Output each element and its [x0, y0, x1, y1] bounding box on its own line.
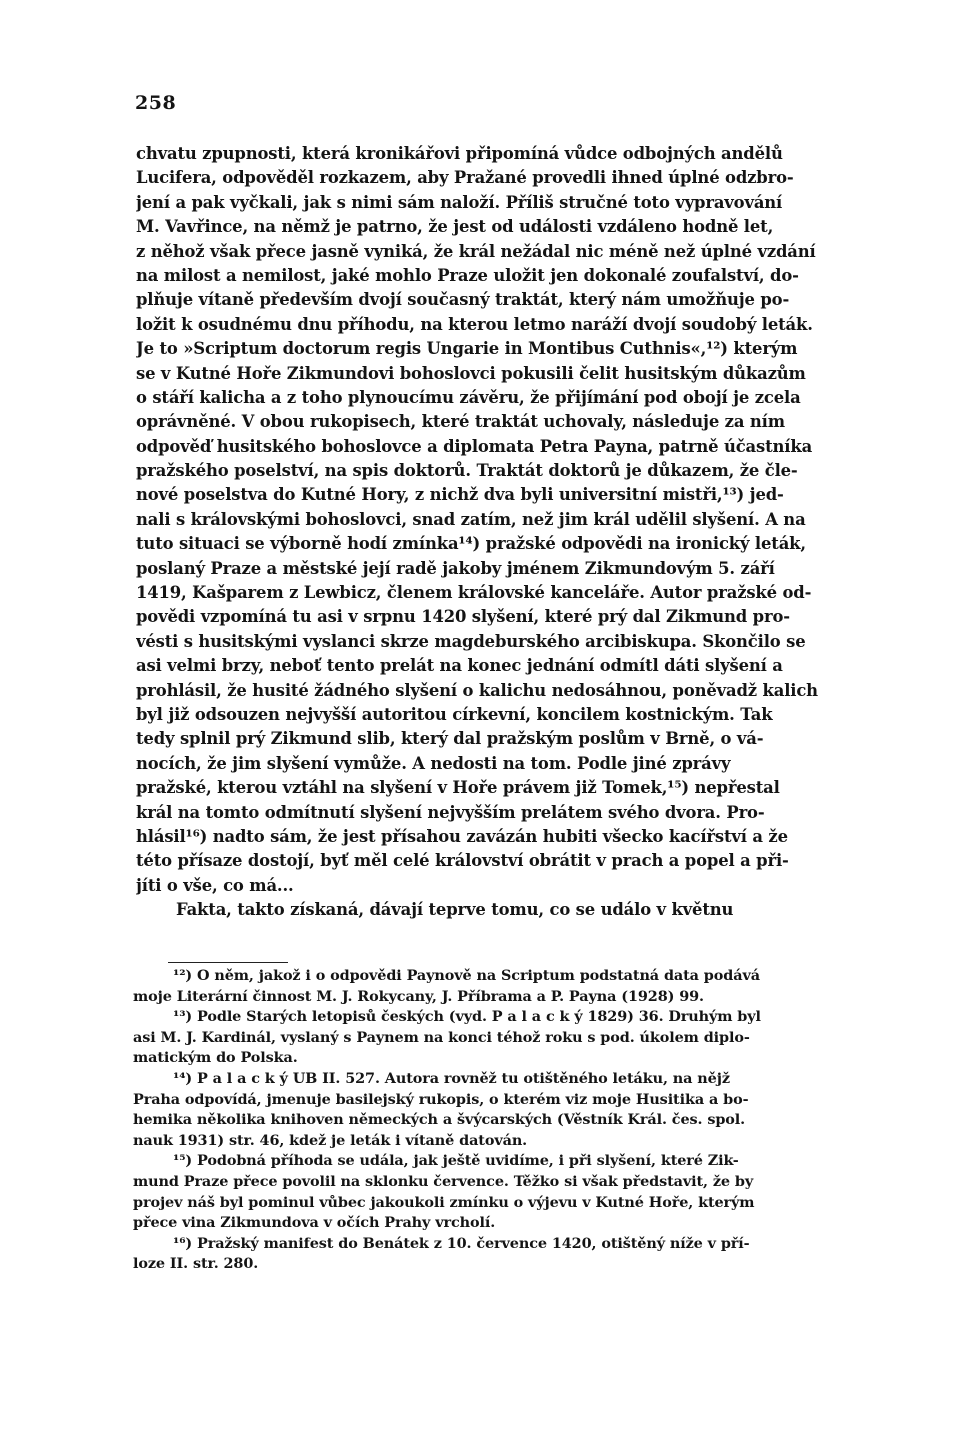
text-line: pražského poselství, na spis doktorů. Traktát doktorů je důkazem, že čle- [136, 461, 798, 481]
text-line: nali s královskými bohoslovci, snad zatím, než jim král udělil slyšení. A na [136, 509, 806, 529]
footnote-line: Praha odpovídá, jmenuje basilejský rukopis, o kterém viz moje Husitika a bo- [133, 1090, 749, 1108]
footnote-line: projev náš byl pominul vůbec jakoukoli zmínku o výjevu v Kutné Hoře, kterým [133, 1193, 755, 1211]
footnote-line: hemika několika knihoven německých a švýcarských (Věstník Král. čes. spol. [133, 1111, 746, 1129]
footnote-line: matickým do Polska. [133, 1049, 298, 1067]
footnote-16: ¹⁶) Pražský manifest do Benátek z 10. července 1420, otištěný níže v pří- [173, 1234, 750, 1252]
text-line: chvatu zpupnosti, která kronikářovi připomíná vůdce odbojných andělů [136, 144, 783, 163]
footnote-line: přece vina Zikmundova v očích Prahy vrcholí. [133, 1214, 496, 1232]
text-line: pražské, kterou vztáhl na slyšení v Hoře právem již Tomek,¹⁵) nepřestal [136, 778, 780, 798]
footnote-divider [168, 962, 288, 963]
text-line: vésti s husitskými vyslanci skrze magdeburského arcibiskupa. Skončilo se [136, 631, 806, 651]
text-line: na milost a nemilost, jaké mohlo Praze uložit jen dokonalé zoufalství, do- [136, 265, 799, 285]
footnote-15: ¹⁵) Podobná příhoda se udála, jak ještě uvidíme, i při slyšení, které Zik- [173, 1152, 739, 1170]
footnote-line: mund Praze přece povolil na sklonku července. Těžko si však představit, že by [133, 1172, 754, 1190]
text-line: této přísaze dostojí, byť měl celé království obrátit v prach a popel a při- [136, 851, 789, 871]
text-line: poslaný Praze a městské její radě jakoby jménem Zikmundovým 5. září [136, 558, 775, 578]
footnote-12: ¹²) O něm, jakož i o odpovědi Paynově na Scriptum podstatná data podává [173, 967, 760, 984]
main-text [136, 142, 842, 923]
text-line: odpověď husitského bohoslovce a diplomata Petra Payna, patrně účastníka [136, 436, 813, 456]
text-line: jení a pak vyčkali, jak s nimi sám naloží. Příliš stručné toto vypravování [136, 192, 783, 212]
text-line: nocích, že jim slyšení vymůže. A nedosti na tom. Podle jiné zprávy [136, 753, 731, 773]
text-line: byl již odsouzen nejvyšší autoritou církevní, koncilem kostnickým. Tak [136, 704, 773, 724]
text-line: z něhož však přece jasně vyniká, že král nežádal nic méně než úplné vzdání [136, 241, 816, 261]
text-line: ložit k osudnému dnu příhodu, na kterou letmo naráží dvojí soudobý leták. [136, 314, 813, 334]
footnote-line: nauk 1931) str. 46, kdež je leták i vítaně datován. [133, 1131, 528, 1149]
text-line: tuto situaci se výborně hodí zmínka¹⁴) pražské odpovědi na ironický leták, [136, 534, 806, 554]
text-line: prohlásil, že husité žádného slyšení o kalichu nedosáhnou, poněvadž kalich [136, 680, 818, 700]
text-line: o stáří kalicha a z toho plynoucímu závěru, že přijímání pod obojí je zcela [136, 387, 801, 407]
paragraph-start-line: Fakta, takto získaná, dávají teprve tomu, co se událo v květnu [176, 900, 734, 920]
text-line: nové poselstva do Kutné Hory, z nichž dva byli universitní mistři,¹³) jed- [136, 485, 784, 505]
footnote-13: ¹³) Podle Starých letopisů českých (vyd. P a l a c k ý 1829) 36. Druhým byl [173, 1008, 761, 1026]
footnotes [133, 966, 843, 1275]
text-line: oprávněné. V obou rukopisech, které traktát uchovaly, následuje za ním [136, 412, 785, 432]
text-line: 1419, Kašparem z Lewbicz, členem královské kanceláře. Autor pražské od- [136, 583, 812, 603]
text-line: povědi vzpomíná tu asi v srpnu 1420 slyšení, které prý dal Zikmund pro- [136, 607, 790, 627]
footnote-line: moje Literární činnost M. J. Rokycany, J. Příbrama a P. Payna (1928) 99. [133, 987, 704, 1005]
text-line: Je to »Scriptum doctorum regis Ungarie in Montibus Cuthnis«,¹²) kterým [136, 339, 798, 359]
text-line: jíti o vše, co má... [136, 875, 294, 895]
text-line: se v Kutné Hoře Zikmundovi bohoslovci pokusili čelit husitským důkazům [136, 363, 806, 383]
text-line: Lucifera, odpověděl rozkazem, aby Pražané provedli ihned úplné odzbro- [136, 168, 794, 188]
text-line: asi velmi brzy, neboť tento prelát na konec jednání odmítl dáti slyšení a [136, 656, 783, 676]
text-line: M. Vavřince, na němž je patrno, že jest od události vzdáleno hodně let, [136, 217, 774, 237]
text-line: tedy splnil prý Zikmund slib, který dal pražským poslům v Brně, o vá- [136, 729, 764, 749]
footnote-line: asi M. J. Kardinál, vyslaný s Paynem na konci téhož roku s pod. úkolem diplo- [133, 1028, 750, 1046]
text-line: hlásil¹⁶) nadto sám, že jest přísahou zavázán hubiti všecko kacířství a že [136, 826, 788, 846]
text-line: král na tomto odmítnutí slyšení nejvyšším prelátem svého dvora. Pro- [136, 802, 765, 822]
footnote-14: ¹⁴) P a l a c k ý UB II. 527. Autora rovněž tu otištěného letáku, na nějž [173, 1069, 730, 1087]
footnote-line: loze II. str. 280. [133, 1255, 259, 1273]
text-line: plňuje vítaně především dvojí současný traktát, který nám umožňuje po- [136, 290, 790, 310]
page-number: 258 [135, 92, 177, 114]
